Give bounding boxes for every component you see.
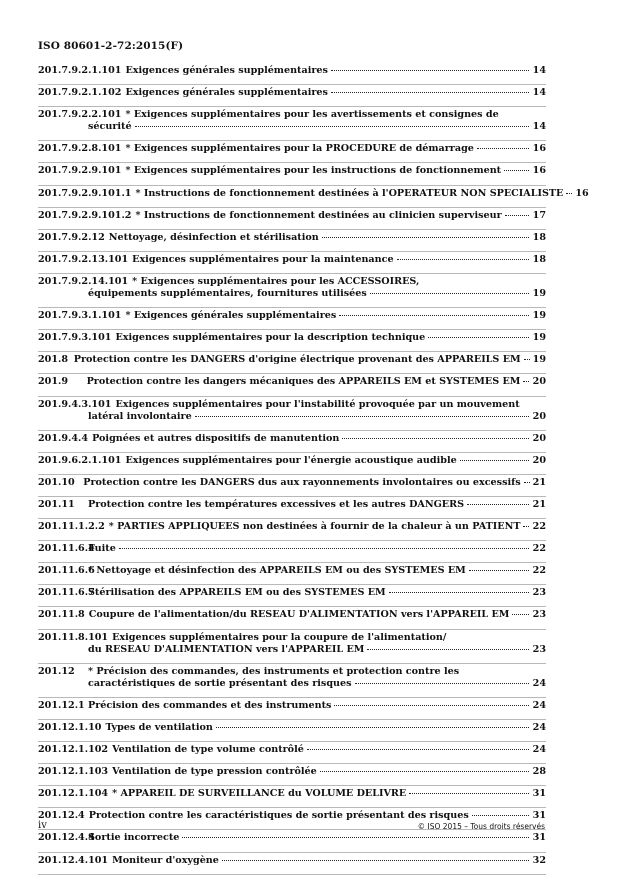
toc-entry-page: 16: [575, 187, 589, 199]
toc-entry[interactable]: [38, 141, 546, 163]
toc-entry[interactable]: [38, 453, 546, 475]
toc-entry[interactable]: [38, 720, 546, 742]
toc-entry-page: 19: [532, 354, 546, 366]
toc-entry-number: 201.12.1: [38, 699, 85, 711]
toc-entry-page: 18: [532, 231, 546, 243]
toc-entry-title: Exigences générales supplémentaires: [125, 87, 328, 99]
toc-entry-number: 201.12.4.4: [38, 832, 95, 844]
toc-entry[interactable]: [38, 397, 546, 431]
toc-entry-title-continued: caractéristiques de sortie présentant des risques: [88, 677, 352, 689]
toc-entry-page: 31: [532, 832, 546, 844]
toc-entry-number: 201.7.9.2.9.101.2: [38, 209, 132, 221]
toc-entry[interactable]: [38, 664, 546, 698]
toc-entry[interactable]: [38, 63, 546, 85]
toc-entry-title: * Instructions de fonctionnement destinées au clinicien superviseur: [135, 209, 502, 221]
toc-entry-page: 14: [532, 87, 546, 99]
toc-entry[interactable]: [38, 853, 546, 875]
toc-entry-page: 31: [532, 788, 546, 800]
toc-entry[interactable]: [38, 431, 546, 453]
toc-entry-page: 22: [532, 521, 546, 533]
toc-entry[interactable]: [38, 497, 546, 519]
toc-entry[interactable]: [38, 563, 546, 585]
toc-entry-number: 201.12.1.102: [38, 744, 109, 756]
toc-entry-number: 201.11.8.101: [38, 631, 109, 643]
copyright-notice: © ISO 2015 – Tous droits réservés: [417, 822, 545, 831]
toc-entry-title: Coupure de l'alimentation/du RESEAU D'ALIMENTATION vers l'APPAREIL EM: [88, 609, 510, 621]
toc-entry[interactable]: [38, 475, 546, 497]
toc-leader-dots: [566, 193, 572, 194]
toc-leader-dots: [339, 315, 529, 316]
toc-entry[interactable]: [38, 519, 546, 541]
toc-entry[interactable]: [38, 352, 546, 374]
toc-leader-dots: [504, 170, 529, 171]
toc-entry-page: 32: [532, 854, 546, 866]
toc-entry-number: 201.9: [38, 376, 69, 388]
toc-entry[interactable]: [38, 107, 546, 141]
toc-leader-dots: [397, 259, 529, 260]
toc-entry-number: 201.11.6.7: [38, 587, 95, 599]
toc-entry-page: 20: [532, 376, 546, 388]
toc-entry-title: * Instructions de fonctionnement destinées à l'OPERATEUR NON SPECIALISTE: [135, 187, 564, 199]
document-identifier: ISO 80601-2-72:2015(F): [38, 40, 184, 52]
toc-entry-page: 17: [532, 209, 546, 221]
toc-entry-page: 22: [532, 543, 546, 555]
toc-entry[interactable]: [38, 163, 546, 185]
toc-entry-page: 24: [532, 744, 546, 756]
toc-leader-dots: [524, 482, 530, 483]
toc-entry[interactable]: [38, 274, 546, 308]
toc-entry-title: Exigences supplémentaires pour la coupure de l'alimentation/: [112, 631, 447, 643]
toc-leader-dots: [342, 438, 529, 439]
toc-leader-dots: [524, 359, 530, 360]
toc-entry-number: 201.7.9.3.101: [38, 332, 112, 344]
toc-leader-dots: [367, 649, 529, 650]
toc-entry[interactable]: [38, 585, 546, 607]
toc-entry-page: 21: [532, 476, 546, 488]
toc-entry-title: * Précision des commandes, des instruments et protection contre les: [88, 665, 460, 677]
toc-entry[interactable]: [38, 85, 546, 107]
toc-entry-number: 201.7.9.3.1.101: [38, 310, 122, 322]
toc-entry[interactable]: [38, 330, 546, 352]
toc-entry-page: 19: [532, 310, 546, 322]
toc-entry-page: 18: [532, 253, 546, 265]
toc-entry-page: 31: [532, 810, 546, 822]
toc-entry-number: 201.7.9.2.8.101: [38, 143, 122, 155]
toc-leader-dots: [307, 749, 529, 750]
toc-entry-title: Protection contre les DANGERS d'origine électrique provenant des APPAREILS EM: [73, 354, 521, 366]
toc-entry-page: 19: [532, 332, 546, 344]
toc-entry-title: Stérilisation des APPAREILS EM ou des SYSTEMES EM: [88, 587, 386, 599]
table-of-contents: [38, 63, 589, 875]
toc-leader-dots: [467, 504, 529, 505]
toc-leader-dots: [370, 293, 529, 294]
toc-entry-page: 24: [532, 722, 546, 733]
toc-entry[interactable]: [38, 208, 546, 230]
toc-entry-number: 201.12.1.103: [38, 766, 109, 778]
toc-entry-page: 20: [532, 454, 546, 466]
toc-entry-title: * Exigences supplémentaires pour la PROCEDURE de démarrage: [125, 143, 474, 155]
toc-entry[interactable]: [38, 308, 546, 330]
toc-leader-dots: [320, 771, 529, 772]
toc-entry-title-continued: équipements supplémentaires, fournitures utilisées: [88, 287, 367, 299]
toc-entry-number: 201.7.9.2.12: [38, 231, 105, 243]
toc-entry-title: Protection contre les dangers mécaniques des APPAREILS EM et SYSTEMES EM: [86, 376, 521, 388]
toc-entry-number: 201.7.9.2.1.101: [38, 65, 122, 76]
toc-entry-title: Précision des commandes et des instruments: [88, 699, 332, 711]
toc-entry[interactable]: [38, 786, 546, 808]
toc-entry-number: 201.10: [38, 476, 75, 488]
toc-entry-page: 23: [532, 643, 546, 655]
toc-leader-dots: [135, 126, 529, 127]
toc-entry-number: 201.12.4: [38, 810, 85, 822]
toc-entry-title: * PARTIES APPLIQUEES non destinées à fournir de la chaleur à un PATIENT: [108, 521, 521, 533]
toc-entry-title: * Exigences générales supplémentaires: [125, 310, 337, 322]
toc-entry-number: 201.12: [38, 665, 75, 677]
toc-entry[interactable]: [38, 541, 546, 563]
toc-leader-dots: [512, 614, 529, 615]
toc-entry-title: Protection contre les températures excessives et les autres DANGERS: [88, 498, 465, 510]
toc-entry-number: 201.11: [38, 498, 75, 510]
toc-entry-title: Moniteur d'oxygène: [112, 854, 219, 866]
toc-leader-dots: [182, 837, 529, 838]
toc-entry-number: 201.8: [38, 354, 69, 366]
toc-entry-number: 201.11.1.2.2: [38, 521, 105, 533]
toc-leader-dots: [472, 815, 529, 816]
toc-leader-dots: [469, 570, 529, 571]
toc-entry-page: 21: [532, 498, 546, 510]
toc-entry-title: Protection contre les DANGERS dus aux rayonnements involontaires ou excessifs: [83, 476, 521, 488]
toc-leader-dots: [355, 683, 529, 684]
toc-entry-title-continued: latéral involontaire: [88, 410, 192, 422]
toc-entry-title: Exigences supplémentaires pour l'énergie acoustique audible: [125, 454, 457, 466]
toc-entry-title-continued: du RESEAU D'ALIMENTATION vers l'APPAREIL EM: [88, 643, 365, 655]
toc-entry-title: Poignées et autres dispositifs de manutention: [92, 432, 340, 444]
toc-entry-title-continued: sécurité: [88, 121, 132, 133]
toc-leader-dots: [428, 337, 529, 338]
toc-entry-page: 28: [532, 766, 546, 778]
toc-entry[interactable]: [38, 252, 546, 274]
toc-leader-dots: [222, 860, 529, 861]
toc-entry-number: 201.11.6.4: [38, 543, 95, 555]
page-number: iv: [38, 820, 47, 831]
toc-leader-dots: [119, 548, 529, 549]
toc-entry-title: Ventilation de type pression contrôlée: [112, 766, 317, 778]
toc-entry-number: 201.7.9.2.2.101: [38, 109, 122, 121]
toc-leader-dots: [460, 460, 529, 461]
toc-leader-dots: [523, 381, 529, 382]
toc-entry-number: 201.7.9.2.9.101.1: [38, 187, 132, 199]
toc-entry-number: 201.7.9.2.9.101: [38, 165, 122, 177]
toc-entry-number: 201.9.4.4: [38, 432, 89, 444]
toc-leader-dots: [331, 92, 529, 93]
toc-leader-dots: [477, 148, 529, 149]
toc-entry[interactable]: [38, 764, 546, 786]
toc-entry-page: 24: [532, 677, 546, 689]
toc-entry-number: 201.9.4.3.101: [38, 398, 112, 410]
toc-entry-page: 23: [532, 609, 546, 621]
toc-entry-title: * APPAREIL DE SURVEILLANCE du VOLUME DELIVRE: [112, 788, 407, 800]
toc-entry-title: Protection contre les caractéristiques de sortie présentant des risques: [88, 810, 469, 822]
toc-entry-page: 23: [532, 587, 546, 599]
toc-entry-page: 20: [532, 410, 546, 422]
toc-entry-title: Exigences supplémentaires pour la description technique: [115, 332, 426, 344]
toc-entry-number: 201.7.9.2.13.101: [38, 253, 129, 265]
toc-entry[interactable]: [38, 698, 546, 720]
toc-entry-page: 24: [532, 699, 546, 711]
toc-entry[interactable]: [38, 630, 546, 664]
toc-entry-number: 201.11.8: [38, 609, 85, 621]
toc-leader-dots: [523, 526, 529, 527]
toc-leader-dots: [322, 237, 529, 238]
toc-leader-dots: [505, 215, 529, 216]
toc-entry-page: 14: [532, 65, 546, 76]
toc-entry-page: 14: [532, 121, 546, 133]
toc-entry-title: Sortie incorrecte: [88, 832, 180, 844]
toc-leader-dots: [331, 70, 529, 71]
toc-entry-title: * Exigences supplémentaires pour les ACCESSOIRES,: [132, 275, 420, 287]
toc-entry-number: 201.7.9.2.14.101: [38, 275, 129, 287]
toc-leader-dots: [389, 592, 529, 593]
toc-entry-page: 16: [532, 165, 546, 177]
toc-entry-title: * Nettoyage et désinfection des APPAREILS EM ou des SYSTEMES EM: [88, 565, 466, 577]
toc-entry-title: Exigences supplémentaires pour la maintenance: [132, 253, 394, 265]
toc-entry-title: Fuite: [88, 543, 116, 555]
toc-entry-title: Types de ventilation: [105, 722, 213, 733]
toc-entry-title: * Exigences supplémentaires pour les instructions de fonctionnement: [125, 165, 502, 177]
toc-entry-number: 201.12.4.101: [38, 854, 109, 866]
toc-entry-title: Exigences générales supplémentaires: [125, 65, 328, 76]
toc-entry-page: 16: [532, 143, 546, 155]
toc-entry[interactable]: [38, 742, 546, 764]
toc-entry-page: 19: [532, 287, 546, 299]
toc-entry[interactable]: [38, 230, 546, 252]
toc-leader-dots: [216, 727, 529, 728]
toc-leader-dots: [195, 416, 529, 417]
toc-entry[interactable]: [38, 186, 589, 208]
toc-entry-number: 201.7.9.2.1.102: [38, 87, 122, 99]
toc-entry-title: Ventilation de type volume contrôlé: [112, 744, 304, 756]
toc-entry-number: 201.11.6.6: [38, 565, 95, 577]
toc-entry[interactable]: [38, 830, 546, 852]
toc-entry-page: 20: [532, 432, 546, 444]
toc-entry-page: 22: [532, 565, 546, 577]
toc-entry-number: 201.9.6.2.1.101: [38, 454, 122, 466]
toc-entry[interactable]: [38, 374, 546, 396]
toc-entry-title: Nettoyage, désinfection et stérilisation: [108, 231, 319, 243]
toc-entry[interactable]: [38, 607, 546, 629]
toc-entry-title: * Exigences supplémentaires pour les avertissements et consignes de: [125, 109, 499, 121]
toc-leader-dots: [409, 793, 529, 794]
toc-entry-title: Exigences supplémentaires pour l'instabilité provoquée par un mouvement: [115, 398, 520, 410]
toc-leader-dots: [334, 705, 529, 706]
toc-entry-number: 201.12.1.10: [38, 722, 102, 733]
toc-entry-number: 201.12.1.104: [38, 788, 109, 800]
